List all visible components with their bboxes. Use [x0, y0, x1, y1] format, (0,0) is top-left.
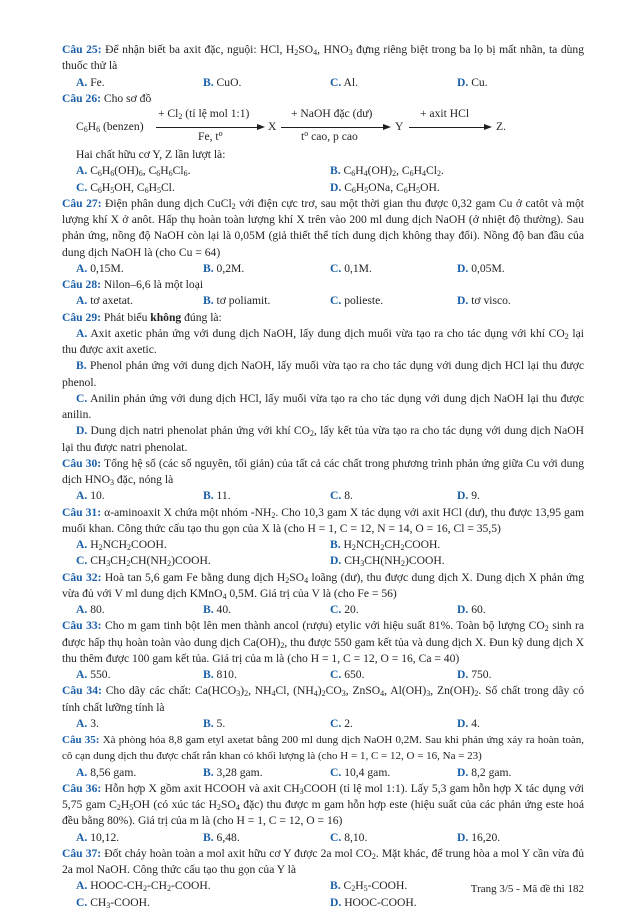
option-b: B. 3,28 gam. [203, 765, 263, 779]
question-number: Câu 32: [62, 570, 102, 584]
option-a: A. $H_2NCH_2COOH$. [76, 538, 167, 552]
option-d: D. 750. [457, 668, 492, 681]
question-37 [62, 846, 584, 911]
option-d: D. 9. [457, 489, 480, 503]
option-d: D. 8,2 gam. [457, 765, 512, 779]
options-row [62, 488, 584, 504]
options-row [62, 163, 584, 179]
options-row [62, 537, 584, 553]
question-28 [62, 277, 584, 310]
option-d: D. 4. [457, 716, 480, 730]
reaction-scheme [76, 107, 584, 147]
question-number: Câu 33: [62, 619, 102, 633]
option-c: C. 8. [330, 489, 353, 503]
arrow1-top-label: + $Cl_2$ (tỉ lệ mol 1:1) [158, 107, 250, 121]
question-32 [62, 570, 584, 619]
question-number: Câu 26: [62, 91, 101, 105]
options-row [62, 602, 584, 618]
question-34 [62, 683, 584, 732]
option-b: B. 11. [203, 489, 231, 503]
option-d: D. Cu. [457, 75, 488, 89]
option-c: C. $CH_3$-COOH. [76, 895, 150, 910]
question-text: Phát biểu không đúng là: [103, 310, 222, 324]
question-26 [62, 91, 584, 196]
question-31 [62, 505, 584, 570]
statement-c: C. Anilin phản ứng với dung dịch HCl, lấy muối vừa tạo ra cho tác dụng với dung dịch NaOH lại thu được anilin. [62, 391, 584, 421]
question-number: Câu 31: [62, 505, 102, 519]
arrow3-head-icon [484, 124, 492, 130]
option-b: B. 6,48. [203, 830, 240, 844]
scheme-y: Y [395, 120, 404, 133]
question-number: Câu 37: [62, 846, 102, 860]
statement-a: A. Axit axetic phản ứng với dung dịch NaOH, lấy dung dịch muối vừa tạo ra cho tác dụng với khí $CO_2$ lại thu được axit axetic. [62, 326, 584, 356]
option-c: C. 20. [330, 603, 359, 616]
arrow1-bottom-label: Fe, $t^o$ [198, 129, 223, 143]
option-b: B. 40. [203, 603, 232, 616]
option-a: A. 0,15M. [76, 261, 124, 275]
option-c: C. 650. [330, 668, 365, 681]
question-number: Câu 25: [62, 43, 102, 56]
question-number: Câu 34: [62, 684, 102, 698]
option-a: A. Fe. [76, 75, 105, 89]
option-d: D. 60. [457, 603, 486, 616]
question-text: Cho sơ đồ [103, 91, 152, 105]
question-25 [62, 42, 584, 91]
option-b: B. $C_2H_5$-COOH. [330, 879, 408, 894]
question-number: Câu 29: [62, 310, 101, 324]
question-number: Câu 27: [62, 196, 102, 210]
question-29 [62, 310, 584, 456]
question-text: Đốt cháy hoàn toàn a mol axit hữu cơ Y được 2a mol $CO_2$. Mặt khác, để trung hòa a mol Y cần vừa đủ 2a mol NaOH. Công thức cấu tạo thu gọn của Y là [62, 846, 584, 876]
option-c: C. $C_6H_5OH$, $C_6H_5Cl$. [76, 180, 175, 195]
option-a: A. 80. [76, 603, 105, 616]
option-d: D. tơ visco. [457, 294, 511, 308]
question-33 [62, 618, 584, 683]
question-number: Câu 35: [62, 734, 100, 746]
arrow3-line [409, 127, 486, 128]
option-b: B. $H_2NCH_2CH_2COOH$. [330, 538, 441, 552]
option-b: B. tơ poliamit. [203, 294, 271, 308]
scheme-start: $C_6H_6$ (benzen) [76, 120, 144, 134]
arrow2-head-icon [383, 124, 391, 130]
option-a: A. 3. [76, 716, 99, 730]
option-c: C. 10,4 gam. [330, 765, 391, 779]
options-row [62, 765, 584, 781]
arrow2-line [281, 127, 385, 128]
option-a: A. 550. [76, 668, 111, 681]
question-number: Câu 36: [62, 781, 102, 795]
option-c: C. 0,1M. [330, 261, 372, 275]
question-text: α-aminoaxit X chứa một nhóm $-NH_2$. Cho 10,3 gam X tác dụng với axit HCl (dư), thu được 13,95 gam muối khan. Công thức cấu tạo thu gọn của X là (cho H = 1, C = 12, N = 14, O = 16, Cl = 35,5) [62, 505, 585, 535]
scheme-x: X [268, 120, 277, 133]
option-a: A. 8,56 gam. [76, 765, 137, 779]
question-36 [62, 781, 584, 846]
scheme-z: Z. [496, 120, 506, 133]
arrow2-top-label: + NaOH đặc (dư) [291, 107, 373, 120]
arrow1-head-icon [257, 124, 265, 130]
question-30 [62, 456, 584, 505]
question-text: Tổng hệ số (các số nguyên, tối giản) của tất cả các chất trong phương trình phản ứng giữa Cu với dung dịch $HNO_3$ đặc, nóng là [62, 456, 584, 487]
options-row [62, 830, 584, 846]
options-row [62, 180, 584, 196]
option-b: B. 810. [203, 668, 237, 681]
options-row [62, 553, 584, 569]
option-b: B. $C_6H_4(OH)_2$, $C_6H_4Cl_2$. [330, 164, 444, 179]
option-c: C. polieste. [330, 294, 384, 308]
option-a: A. 10,12. [76, 830, 120, 844]
option-d: D. $CH_3CH(NH_2)COOH$. [330, 554, 445, 569]
option-d: D. 16,20. [457, 830, 501, 844]
option-a: A. HOOC-$CH_2-CH_2$-COOH. [76, 879, 211, 894]
arrow3-top-label: + axit HCl [420, 107, 470, 120]
option-a: A. $C_6H_6(OH)_6$, $C_6H_6Cl_6$. [76, 164, 191, 179]
question-text: Hỗn hợp X gồm axit HCOOH và axit $CH_3COOH$ (tỉ lệ mol 1:1). Lấy 5,3 gam hỗn hợp X tác dụng với 5,75 gam $C_2H_5OH$ (có xúc tác $H_2SO_4$ đặc) thu được m gam hỗn hợp este (hiệu suất của các phản ứng este hoá đều bằng 80%). Giá trị của m là (cho H = 1, C = 12, O = 16) [62, 781, 584, 828]
option-d: D. HOOC-COOH. [330, 895, 417, 909]
question-text: Cho dãy các chất: $Ca(HCO_3)_2$, $NH_4Cl$, $(NH_4)_2CO_3$, ZnSO$_4$, $Al(OH)_3$, $Zn(OH)_2$. Số chất trong dãy có tính chất lưỡng tính là [62, 684, 584, 714]
option-d: D. $C_6H_5ONa$, $C_6H_5OH$. [330, 180, 440, 195]
question-prompt: Hai chất hữu cơ Y, Z lần lượt là: [76, 148, 226, 161]
question-text: Để nhận biết ba axit đặc, nguội: HCl, $H_2SO_4$, $HNO_3$ đựng riêng biệt trong ba lọ bị mất nhãn, ta dùng thuốc thử là [62, 43, 585, 73]
option-b: B. 5. [203, 716, 226, 730]
arrow2-bottom-label: $t^o$ cao, p cao [301, 129, 358, 143]
question-35 [62, 732, 584, 781]
page-footer: Trang 3/5 - Mã đề thi 182 [470, 883, 584, 895]
question-text: Điện phân dung dịch CuCl$_2$ với điện cực trơ, sau một thời gian thu được 0,32 gam Cu ở catôt và một lượng khí X ở anôt. Hấp thụ hoàn toàn lượng khí X trên vào 200 ml dung dịch NaOH (ở nhiệt độ thường). Sau phản ứng, nồng độ NaOH còn lại là 0,05M (giả thiết thể tích dung dịch không thay đổi). Nồng độ ban đầu của dung dịch NaOH là (cho Cu = 64) [62, 196, 584, 259]
option-b: B. 0,2M. [203, 261, 245, 275]
options-row [62, 75, 584, 91]
question-text: Hoà tan 5,6 gam Fe bằng dung dịch $H_2SO_4$ loãng (dư), thu được dung dịch X. Dung dịch X phản ứng vừa đủ với V ml dung dịch KMnO$_4$ 0,5M. Giá trị của V là (cho Fe = 56) [62, 570, 584, 601]
options-row [62, 261, 584, 277]
statement-d: D. Dung dịch natri phenolat phản ứng với khí $CO_2$, lấy kết tủa vừa tạo ra cho tác dụng với dung dịch NaOH lại thu được natri phenolat. [62, 424, 585, 454]
question-number: Câu 28: [62, 278, 101, 291]
arrow1-line [156, 127, 259, 128]
option-c: C. Al. [330, 75, 359, 89]
options-row [62, 716, 584, 732]
option-b: B. CuO. [203, 75, 242, 89]
question-text: Xà phòng hóa 8,8 gam etyl axetat bằng 200 ml dung dịch NaOH 0,2M. Sau khi phản ứng xảy ra hoàn toàn, cô cạn dung dịch thu được chất rắn khan có khối lượng là (cho H = 1, C = 12, O = 16, Na = 23) [62, 734, 585, 763]
statement-b: B. Phenol phản ứng với dung dịch NaOH, lấy muối vừa tạo ra cho tác dụng với dung dịch HCl lại thu được phenol. [62, 359, 584, 389]
question-text: Cho m gam tinh bột lên men thành ancol (rượu) etylic với hiệu suất 81%. Toàn bộ lượng $CO_2$ sinh ra được hấp thụ hoàn toàn vào dung dịch $Ca(OH)_2$, thu được 550 gam kết tủa và dung dịch X. Đun kỹ dung dịch X thu thêm được 100 gam kết tủa. Giá trị của m là (cho H = 1, C = 12, O = 16, Ca = 40) [62, 619, 584, 665]
question-number: Câu 30: [62, 456, 102, 470]
options-row [62, 667, 584, 683]
option-a: A. tơ axetat. [76, 294, 134, 308]
question-text: Nilon–6,6 là một loại [103, 278, 204, 291]
option-d: D. 0,05M. [457, 261, 505, 275]
option-c: C. 8,10. [330, 830, 368, 844]
option-c: C. $CH_3CH_2CH(NH_2)COOH$. [76, 554, 211, 569]
option-c: C. 2. [330, 716, 353, 730]
question-27 [62, 196, 584, 277]
option-a: A. 10. [76, 489, 105, 503]
options-row [62, 293, 584, 309]
